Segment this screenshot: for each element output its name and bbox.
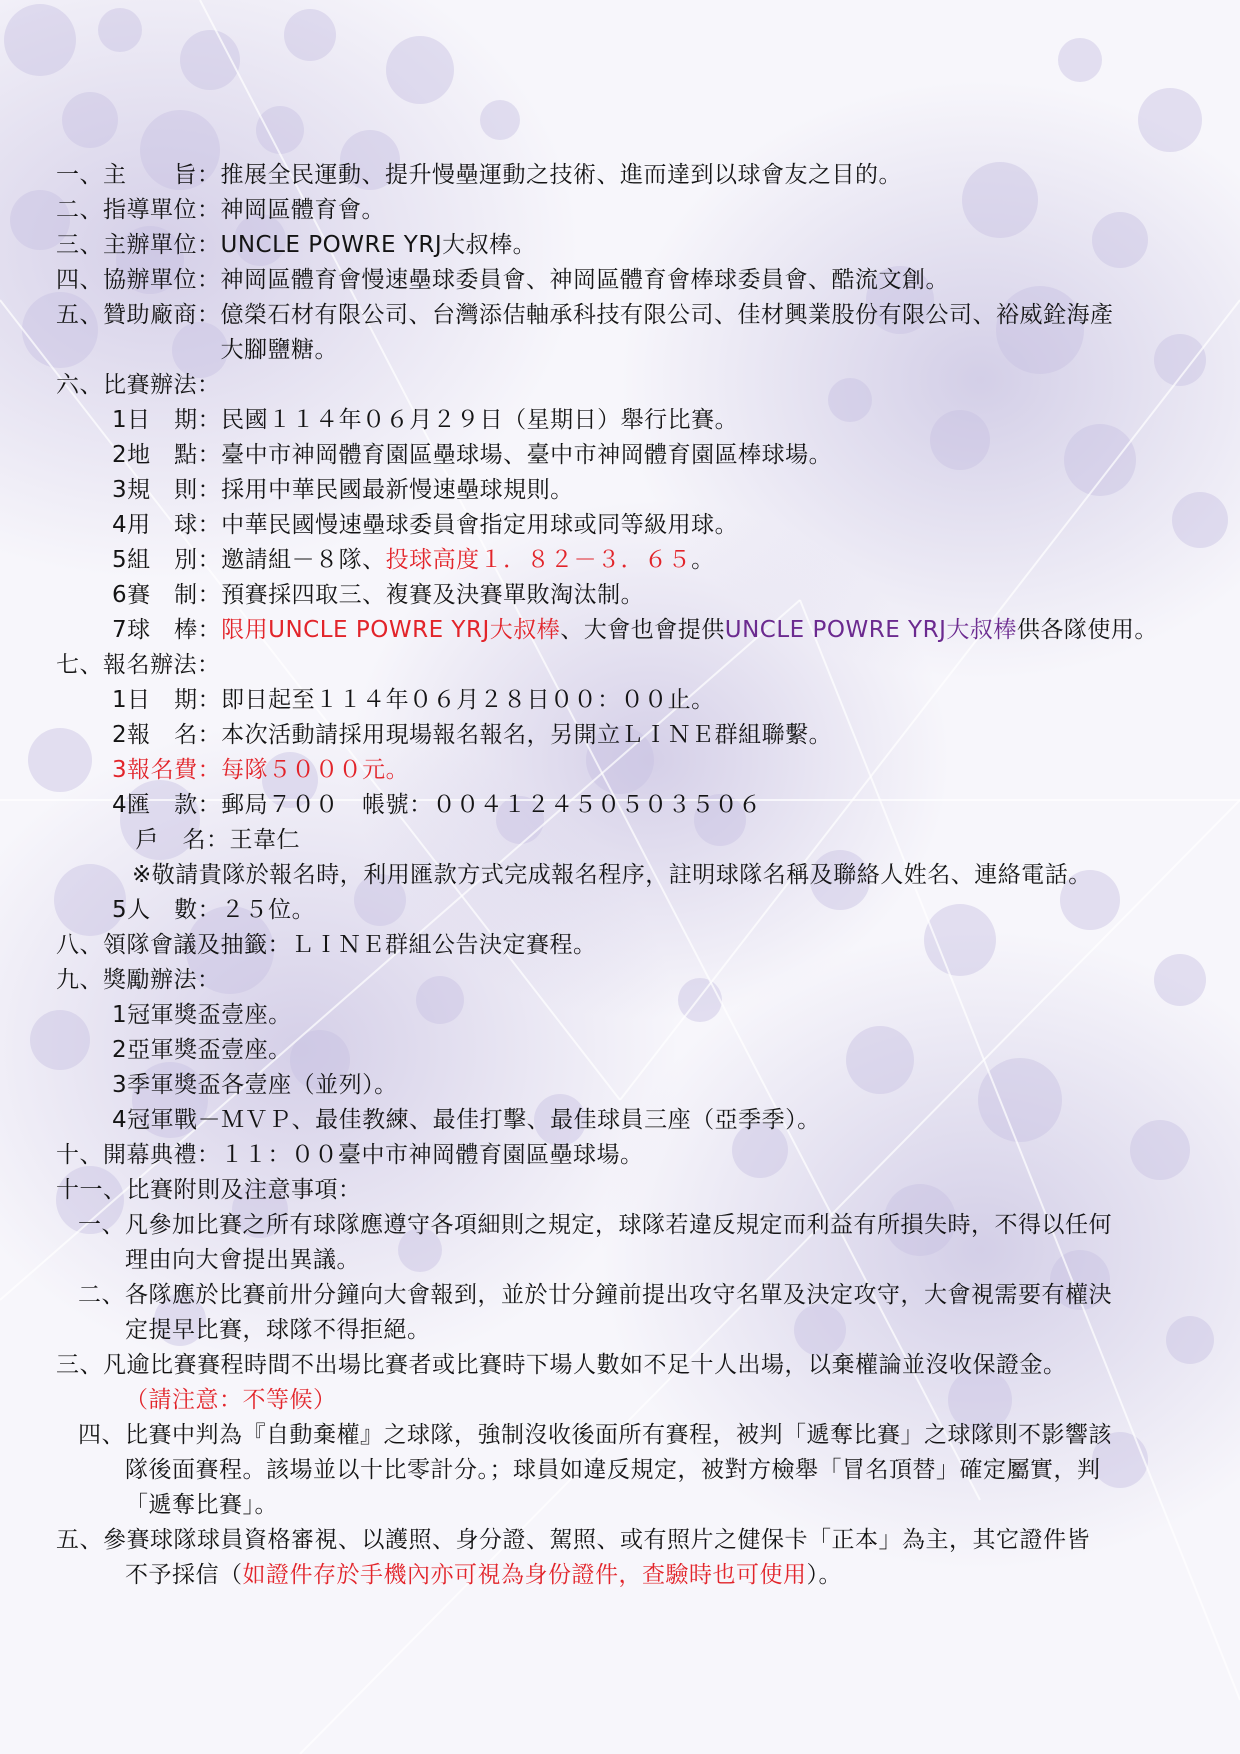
- item-label: 4匯 款：: [112, 792, 222, 818]
- item-text: 預賽採四取三、複賽及決賽單敗淘汰制。: [221, 582, 645, 608]
- section-organizer: [56, 228, 1186, 263]
- section-text: １１：００臺中市神岡體育園區壘球場。: [220, 1142, 644, 1168]
- item-label: 1日 期：: [112, 687, 222, 713]
- item-registration-deadline: [56, 683, 1186, 718]
- section-co-organizer: [56, 263, 1186, 298]
- rule-4: [56, 1418, 1186, 1523]
- section-label: 十、開幕典禮：: [56, 1142, 221, 1168]
- rule-text-cont: 理由向大會提出異議。: [125, 1247, 360, 1273]
- rule-text: 各隊應於比賽前卅分鐘向大會報到，並於廿分鐘前提出攻守名單及決定攻守，大會視需要有權決: [125, 1282, 1112, 1308]
- section-supplementary-rules: [56, 1173, 1186, 1208]
- section-label: 六、比賽辦法：: [56, 372, 221, 398]
- rule-label: 四、: [78, 1422, 125, 1448]
- rule-label: 二、: [78, 1282, 125, 1308]
- section-text: 億榮石材有限公司、台灣添佶軸承科技有限公司、佳材興業股份有限公司、裕威銓海產: [220, 302, 1114, 328]
- rule-text: 凡參加比賽之所有球隊應遵守各項細則之規定，球隊若違反規定而利益有所損失時，不得以任何: [125, 1212, 1112, 1238]
- section-text-cont: 大腳鹽糖。: [220, 337, 338, 363]
- section-team-meeting: [56, 928, 1186, 963]
- section-guidance: [56, 193, 1186, 228]
- competition-rules-document: [56, 158, 1186, 1593]
- item-account-holder: [56, 823, 1186, 858]
- section-sponsors: [56, 298, 1186, 363]
- item-label: 1日 期：: [112, 407, 222, 433]
- section-text: 推展全民運動、提升慢壘運動之技術、進而達到以球會友之目的。: [220, 162, 902, 188]
- item-ball: [56, 508, 1186, 543]
- section-label: 八、領隊會議及抽籤：: [56, 932, 291, 958]
- item-remittance: [56, 788, 1186, 823]
- item-text: 邀請組－８隊、: [221, 547, 386, 573]
- rule-5: [56, 1523, 1186, 1593]
- registration-note: ※敬請貴隊於報名時，利用匯款方式完成報名程序，註明球隊名稱及聯絡人姓名、連絡電話。: [132, 862, 1092, 888]
- phone-id-highlight: 如證件存於手機內亦可視為身份證件，查驗時也可使用: [242, 1562, 807, 1588]
- item-text: 3報名費：每隊５０００元。: [112, 757, 410, 783]
- item-label: 7球 棒：: [112, 617, 222, 643]
- section-text: 神岡區體育會。: [220, 197, 385, 223]
- item-format: [56, 578, 1186, 613]
- item-text-end: 。: [691, 547, 715, 573]
- rule-label: 五、: [56, 1527, 103, 1553]
- item-headcount: [56, 893, 1186, 928]
- pitch-height-highlight: 投球高度１．８２－３．６５: [385, 547, 692, 573]
- award-champion: 1冠軍獎盃壹座。: [112, 1002, 292, 1028]
- item-bat: [56, 613, 1186, 648]
- item-label: 2報 名：: [112, 722, 222, 748]
- rule-2: [56, 1278, 1186, 1348]
- section-purpose: [56, 158, 1186, 193]
- rule-text-cont: [125, 1558, 1186, 1593]
- item-date: [56, 403, 1186, 438]
- section-competition-method: [56, 368, 1186, 403]
- rule-3: [56, 1348, 1186, 1418]
- item-text: 民國１１４年０６月２９日（星期日）舉行比賽。: [221, 407, 739, 433]
- item-text: 採用中華民國最新慢速壘球規則。: [221, 477, 574, 503]
- item-groups: [56, 543, 1186, 578]
- section-opening-ceremony: [56, 1138, 1186, 1173]
- rule-1: [56, 1208, 1186, 1278]
- rule-label: 一、: [78, 1212, 125, 1238]
- item-rules: [56, 473, 1186, 508]
- rule-text-cont: 定提早比賽，球隊不得拒絕。: [125, 1317, 431, 1343]
- section-label: 一、主 旨：: [56, 162, 221, 188]
- item-text-end: 供各隊使用。: [1016, 617, 1158, 643]
- rule-text-prefix: 不予採信（: [125, 1562, 243, 1588]
- award-mvp: 4冠軍戰－ＭＶＰ、最佳教練、最佳打擊、最佳球員三座（亞季季）。: [112, 1107, 821, 1133]
- section-label: 五、贊助廠商：: [56, 302, 221, 328]
- item-registration-method: [56, 718, 1186, 753]
- section-label: 二、指導單位：: [56, 197, 221, 223]
- section-text: ＬＩＮＥ群組公告決定賽程。: [291, 932, 597, 958]
- item-registration-fee: [56, 753, 1186, 788]
- item-label: 5組 別：: [112, 547, 222, 573]
- rule-text: 比賽中判為『自動棄權』之球隊，強制沒收後面所有賽程，被判「遞奪比賽」之球隊則不影響該: [125, 1422, 1112, 1448]
- item-text: 中華民國慢速壘球委員會指定用球或同等級用球。: [221, 512, 739, 538]
- section-label: 四、協辦單位：: [56, 267, 221, 293]
- rule-text-suffix: ）。: [806, 1562, 842, 1588]
- rule-label: 三、: [56, 1352, 103, 1378]
- section-text: UNCLE POWRE YRJ大叔棒。: [220, 232, 537, 258]
- bat-brand-highlight: UNCLE POWRE YRJ大叔棒: [724, 617, 1017, 643]
- item-text: 郵局７００ 帳號：００４１２４５０５０３５０６: [221, 792, 762, 818]
- item-text: 臺中市神岡體育園區壘球場、臺中市神岡體育園區棒球場。: [221, 442, 833, 468]
- rule-text: 參賽球隊球員資格審視、以護照、身分證、駕照、或有照片之健保卡「正本」為主，其它證件皆: [103, 1527, 1090, 1553]
- item-label: 6賽 制：: [112, 582, 222, 608]
- rule-text-cont: 隊後面賽程。該場並以十比零計分。；球員如違反規定，被對方檢舉「冒名頂替」確定屬實，判: [125, 1457, 1101, 1483]
- section-text: 神岡區體育會慢速壘球委員會、神岡區體育會棒球委員會、酷流文創。: [220, 267, 949, 293]
- item-label: 5人 數：: [112, 897, 222, 923]
- rule-warning: （請注意：不等候）: [125, 1387, 337, 1413]
- item-text: 即日起至１１４年０６月２８日００：００止。: [221, 687, 715, 713]
- bat-restriction-highlight: 限用UNCLE POWRE YRJ大叔棒: [221, 617, 561, 643]
- award-runner-up: 2亞軍獎盃壹座。: [112, 1037, 292, 1063]
- item-label: 3規 則：: [112, 477, 222, 503]
- item-label: 戶 名：: [112, 827, 230, 853]
- item-label: 2地 點：: [112, 442, 222, 468]
- item-text: 王韋仁: [229, 827, 300, 853]
- item-label: 4用 球：: [112, 512, 222, 538]
- item-text: 本次活動請採用現場報名報名，另開立ＬＩＮＥ群組聯繫。: [221, 722, 833, 748]
- item-text: 、大會也會提供: [560, 617, 725, 643]
- section-awards: [56, 963, 1186, 998]
- section-label: 十一、比賽附則及注意事項：: [56, 1177, 362, 1203]
- item-venue: [56, 438, 1186, 473]
- section-label: 七、報名辦法：: [56, 652, 221, 678]
- award-third: 3季軍獎盃各壹座（並列）。: [112, 1072, 398, 1098]
- section-label: 九、獎勵辦法：: [56, 967, 221, 993]
- rule-text: 凡逾比賽賽程時間不出場比賽者或比賽時下場人數如不足十人出場，以棄權論並沒收保證金。: [103, 1352, 1067, 1378]
- rule-text-cont: 「遞奪比賽」。: [125, 1492, 278, 1518]
- section-label: 三、主辦單位：: [56, 232, 221, 258]
- section-registration: [56, 648, 1186, 683]
- item-text: ２５位。: [221, 897, 316, 923]
